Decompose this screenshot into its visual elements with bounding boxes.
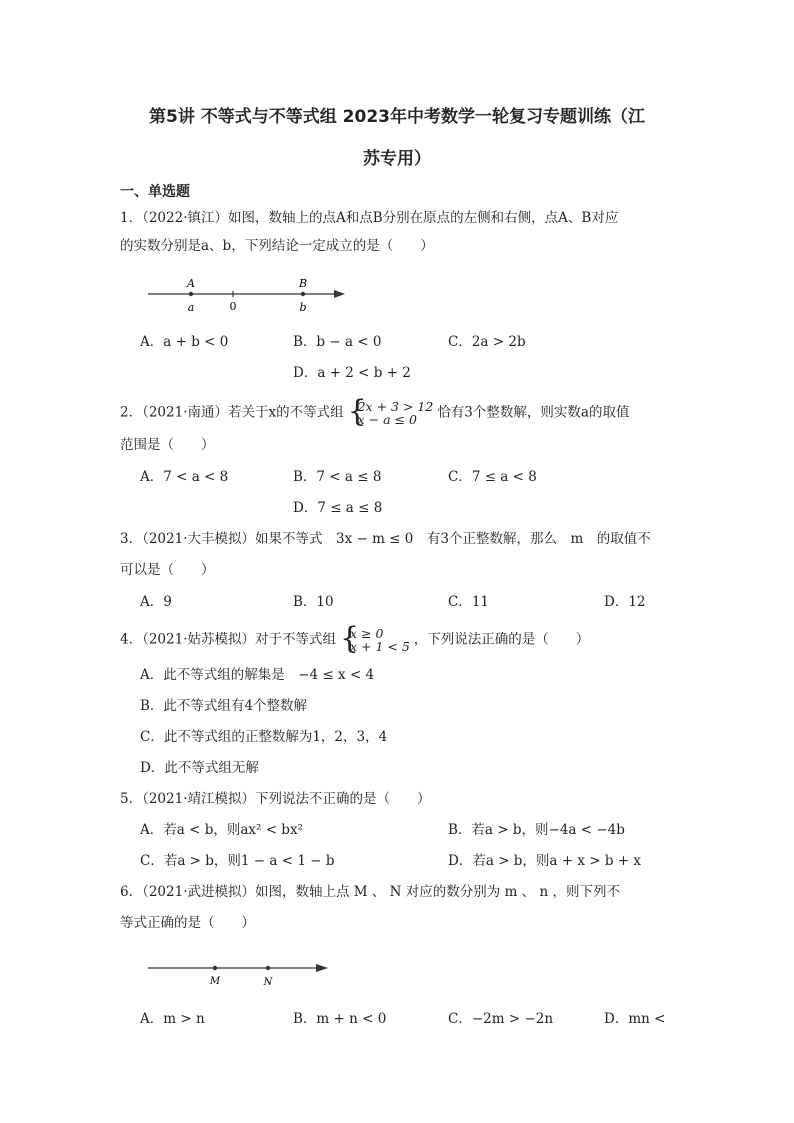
q1-point-a-value: a <box>187 301 195 314</box>
q4-option-c[interactable]: C．此不等式组的正整数解为1，2，3，4 <box>140 729 388 745</box>
q2-option-d[interactable]: D．7 ≤ a ≤ 8 <box>293 500 383 516</box>
q1-text-line-1: 1．（2022·镇江）如图，数轴上的点A和点B分别在原点的左侧和右侧，点A、B对应 <box>120 210 619 226</box>
q1-point-b-label: B <box>298 277 308 290</box>
q4-option-d[interactable]: D．此不等式组无解 <box>140 760 259 776</box>
q5-option-d[interactable]: D．若a > b，则a + x > b + x <box>448 853 642 869</box>
q5-option-c[interactable]: C．若a > b，则1 − a < 1 − b <box>140 853 335 869</box>
q6-text-line-1: 6．（2021·武进模拟）如图，数轴上点 M 、 N 对应的数分别为 m 、 n ，则下列不 <box>120 884 620 900</box>
q2-text-post: 恰有3个整数解，则实数a的取值 <box>437 404 630 421</box>
q2-text-line-1 <box>120 394 680 429</box>
q3-text-line-1: 3．（2021·大丰模拟）如果不等式 3x − m ≤ 0 有3个正整数解，那么 m 的取值不 <box>120 531 651 547</box>
q3-option-d[interactable]: D．12 <box>604 594 646 610</box>
q1-option-a[interactable]: A．a + b < 0 <box>140 334 229 350</box>
q2-system-row-1: 2x + 3 > 12 <box>357 399 434 414</box>
q4-option-a[interactable]: A．此不等式组的解集是 −4 ≤ x < 4 <box>140 667 375 683</box>
q6-option-b[interactable]: B．m + n < 0 <box>293 1011 387 1027</box>
q2-inequality-system: { 2x + 3 > 12 x − a ≤ 0 <box>347 394 434 429</box>
q2-option-a[interactable]: A．7 < a < 8 <box>140 469 229 485</box>
q5-option-a[interactable]: A．若a < b，则ax² < bx² <box>140 822 303 838</box>
q1-option-d[interactable]: D．a + 2 < b + 2 <box>293 365 411 381</box>
q6-text-line-2: 等式正确的是（ ） <box>120 915 255 931</box>
q5-option-b[interactable]: B．若a > b，则−4a < −4b <box>448 822 625 838</box>
q3-option-a[interactable]: A．9 <box>140 594 172 610</box>
q6-number-line <box>140 955 340 995</box>
q6-option-a[interactable]: A．m > n <box>140 1011 205 1027</box>
q1-option-b[interactable]: B．b − a < 0 <box>293 334 382 350</box>
q6-option-c[interactable]: C．−2m > −2n <box>448 1011 554 1027</box>
q3-option-b[interactable]: B．10 <box>293 594 334 610</box>
q2-option-c[interactable]: C．7 ≤ a < 8 <box>448 469 537 485</box>
section-heading: 一、单选题 <box>120 184 190 200</box>
q1-text-line-2: 的实数分别是a、b，下列结论一定成立的是（ ） <box>120 238 434 254</box>
q1-number-line <box>140 272 360 320</box>
q2-option-b[interactable]: B．7 < a ≤ 8 <box>293 469 382 485</box>
q2-system-row-2: x − a ≤ 0 <box>357 412 417 427</box>
q2-text-pre: 2．（2021·南通）若关于x的不等式组 <box>120 404 344 421</box>
q4-text-post: ，下列说法正确的是（ ） <box>413 631 590 648</box>
q3-text-line-2: 可以是（ ） <box>120 562 215 578</box>
q4-option-b[interactable]: B．此不等式组有4个整数解 <box>140 698 308 714</box>
page-title-line-2: 苏专用） <box>363 149 431 169</box>
q4-text-pre: 4．（2021·姑苏模拟）对于不等式组 <box>120 631 336 648</box>
q6-point-n-label: N <box>263 977 273 988</box>
q1-point-b-value: b <box>299 301 307 314</box>
q1-origin-label: 0 <box>229 300 237 313</box>
q5-text-line-1: 5．（2021·靖江模拟）下列说法不正确的是（ ） <box>120 791 431 807</box>
q2-text-line-2: 范围是（ ） <box>120 437 215 453</box>
q6-point-m-label: M <box>209 976 221 987</box>
q1-point-a-label: A <box>187 277 195 290</box>
q1-option-c[interactable]: C．2a > 2b <box>448 334 526 350</box>
q3-option-c[interactable]: C．11 <box>448 594 490 610</box>
page-title-line-1: 第5讲 不等式与不等式组 2023年中考数学一轮复习专题训练（江 <box>149 107 645 127</box>
q4-inequality-system: { x ≥ 0 x + 1 < 5 <box>340 621 410 656</box>
q4-system-row-2: x + 1 < 5 <box>350 639 410 654</box>
q4-text-line-1 <box>120 621 680 656</box>
q4-system-row-1: x ≥ 0 <box>350 626 384 641</box>
q6-option-d[interactable]: D．mn < <box>604 1011 666 1027</box>
